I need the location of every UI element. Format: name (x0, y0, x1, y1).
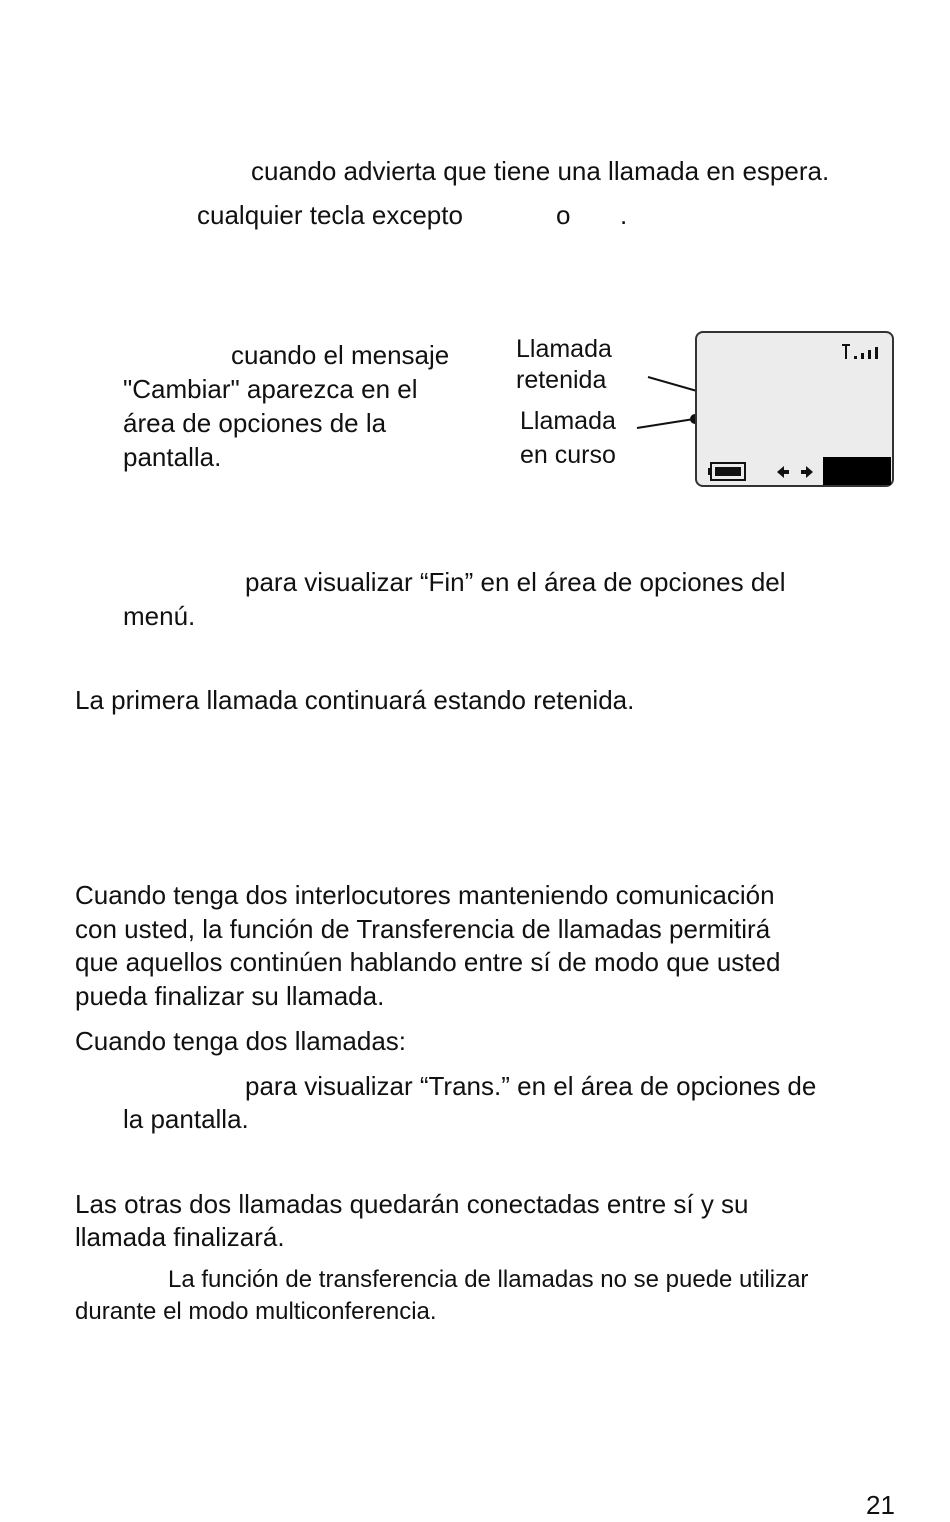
step3-line2: menú. (123, 601, 196, 631)
step2-line4: pantalla. (123, 442, 222, 472)
held-call-label-line1: Llamada (516, 335, 612, 363)
battery-icon (707, 461, 749, 483)
transfer-intro-line3: que aquellos continúen hablando entre sí de modo que usted (75, 947, 781, 977)
phone-display (695, 331, 894, 487)
step3-line1: para visualizar “Fin” en el área de opciones del (245, 567, 786, 597)
transfer-intro-line1: Cuando tenga dos interlocutores manteniendo comunicación (75, 880, 775, 910)
first-call-note: La primera llamada continuará estando retenida. (75, 685, 635, 715)
active-call-label-line1: Llamada (520, 407, 616, 435)
transfer-result-line1: Las otras dos llamadas quedarán conectadas entre sí y su (75, 1189, 749, 1219)
transfer-step-line2: la pantalla. (123, 1104, 249, 1134)
page-number: 21 (866, 1490, 895, 1520)
step1-line2c: . (620, 200, 628, 230)
signal-strength-icon (841, 343, 889, 361)
step1-line2b: o (556, 200, 571, 230)
step2-line1: cuando el mensaje (231, 340, 450, 370)
transfer-note-line2: durante el modo multiconferencia. (75, 1298, 437, 1325)
transfer-note-line1: La función de transferencia de llamadas no se puede utilizar (168, 1266, 809, 1293)
transfer-result-line2: llamada finalizará. (75, 1222, 285, 1252)
held-call-label-line2: retenida (516, 366, 607, 394)
step1-line2a: cualquier tecla excepto (197, 200, 463, 230)
active-call-label-line2: en curso (520, 441, 616, 469)
softkey-highlight (823, 457, 891, 485)
transfer-step-line1: para visualizar “Trans.” en el área de opciones de (245, 1071, 817, 1101)
transfer-intro-line2: con usted, la función de Transferencia de llamadas permitirá (75, 914, 771, 944)
step2-line2: "Cambiar" aparezca en el (123, 374, 418, 404)
when-two-calls: Cuando tenga dos llamadas: (75, 1026, 407, 1056)
step1-line1: cuando advierta que tiene una llamada en espera. (251, 156, 830, 186)
scroll-arrows-icon (775, 463, 815, 481)
step2-line3: área de opciones de la (123, 408, 387, 438)
transfer-intro-line4: pueda finalizar su llamada. (75, 981, 385, 1011)
